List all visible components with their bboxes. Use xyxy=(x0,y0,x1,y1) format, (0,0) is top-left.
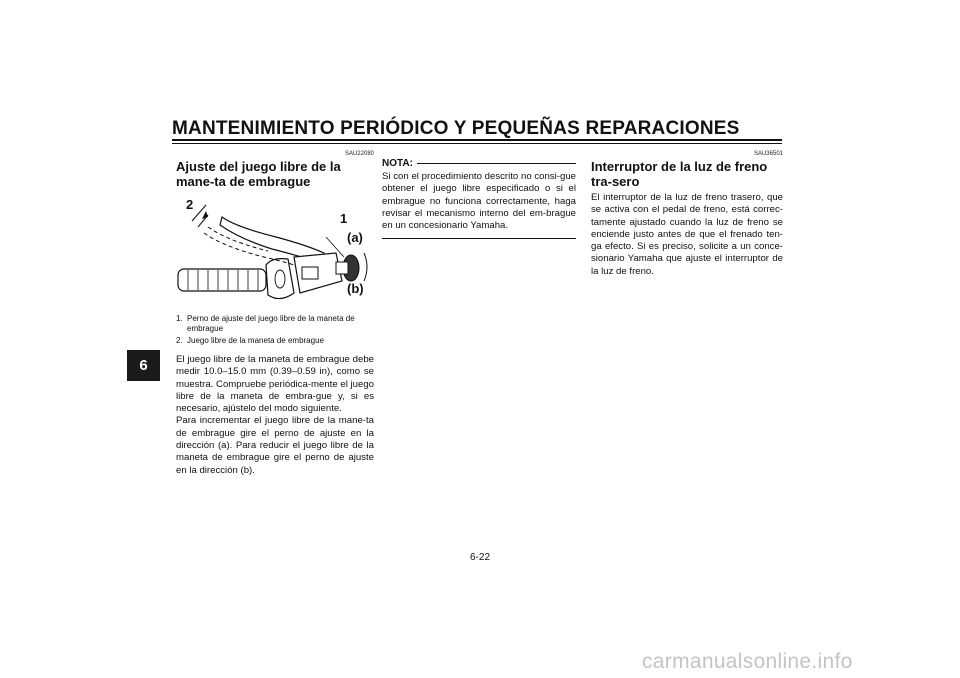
clutch-lever-illustration xyxy=(176,197,374,312)
caption-number: 1. xyxy=(176,314,183,323)
section-heading: Interruptor de la luz de freno tra-sero xyxy=(591,159,768,189)
note-section xyxy=(382,150,576,239)
caption-text: Juego libre de la maneta de embrague xyxy=(187,336,324,345)
figure-label-2: 2 xyxy=(186,197,194,212)
note-header xyxy=(382,158,576,169)
page-title: MANTENIMIENTO PERIÓDICO Y PEQUEÑAS REPARACIONES xyxy=(172,118,740,139)
note-end-rule xyxy=(382,238,576,239)
page-number: 6-22 xyxy=(469,552,490,563)
title-rule xyxy=(172,139,782,141)
caption-number: 2. xyxy=(176,336,183,345)
section-heading: Ajuste del juego libre de la mane-ta de embrague xyxy=(176,159,341,189)
clutch-body-text xyxy=(176,354,374,477)
paragraph: Para incrementar el juego libre de la mane-ta de embrague gire el perno de ajuste en la dirección (a). Para reducir el juego libre de la maneta de embrague gire el perno de ajuste en la dirección (b). xyxy=(176,415,374,476)
note-title: NOTA: xyxy=(382,158,413,169)
caption-text: Perno de ajuste del juego libre de la maneta de embrague xyxy=(187,314,355,333)
brake-light-section xyxy=(591,150,783,278)
title-rule-thin xyxy=(172,143,782,144)
caption-item xyxy=(176,314,374,334)
section-code: SAU22080 xyxy=(344,151,374,157)
figure-label-b: (b) xyxy=(347,281,364,296)
brake-light-body-text: El interruptor de la luz de freno trasero, que se activa con el pedal de freno, está correc-tamente ajustado cuando la luz de freno se enciende justo antes de que el frenado ten-ga efecto. Si es preciso, solicite a un conce-sionario Yamaha que ajuste el interruptor de la luz de freno. xyxy=(591,192,783,277)
clutch-section xyxy=(176,150,374,477)
note-text: Si con el procedimiento descrito no consi-gue obtener el juego libre especificado o si el embrague no funciona correctamente, haga revisar el mecanismo interno del em-brague en un concesionario Yamaha. xyxy=(382,171,576,232)
caption-item xyxy=(176,336,374,346)
chapter-tab: 6 xyxy=(127,350,160,381)
note-rule xyxy=(417,163,576,164)
paragraph: El juego libre de la maneta de embrague debe medir 10.0–15.0 mm (0.39–0.59 in), como se muestra. Compruebe periódica-mente el juego libre de la maneta de embra-gue y, si es necesario, ajústelo del modo siguiente. xyxy=(176,354,374,415)
section-code: SAU36501 xyxy=(753,151,783,157)
figure-label-1: 1 xyxy=(340,211,348,226)
figure-captions xyxy=(176,314,374,346)
figure-label-a: (a) xyxy=(347,230,363,245)
watermark: carmanualsonline.info xyxy=(642,650,853,673)
